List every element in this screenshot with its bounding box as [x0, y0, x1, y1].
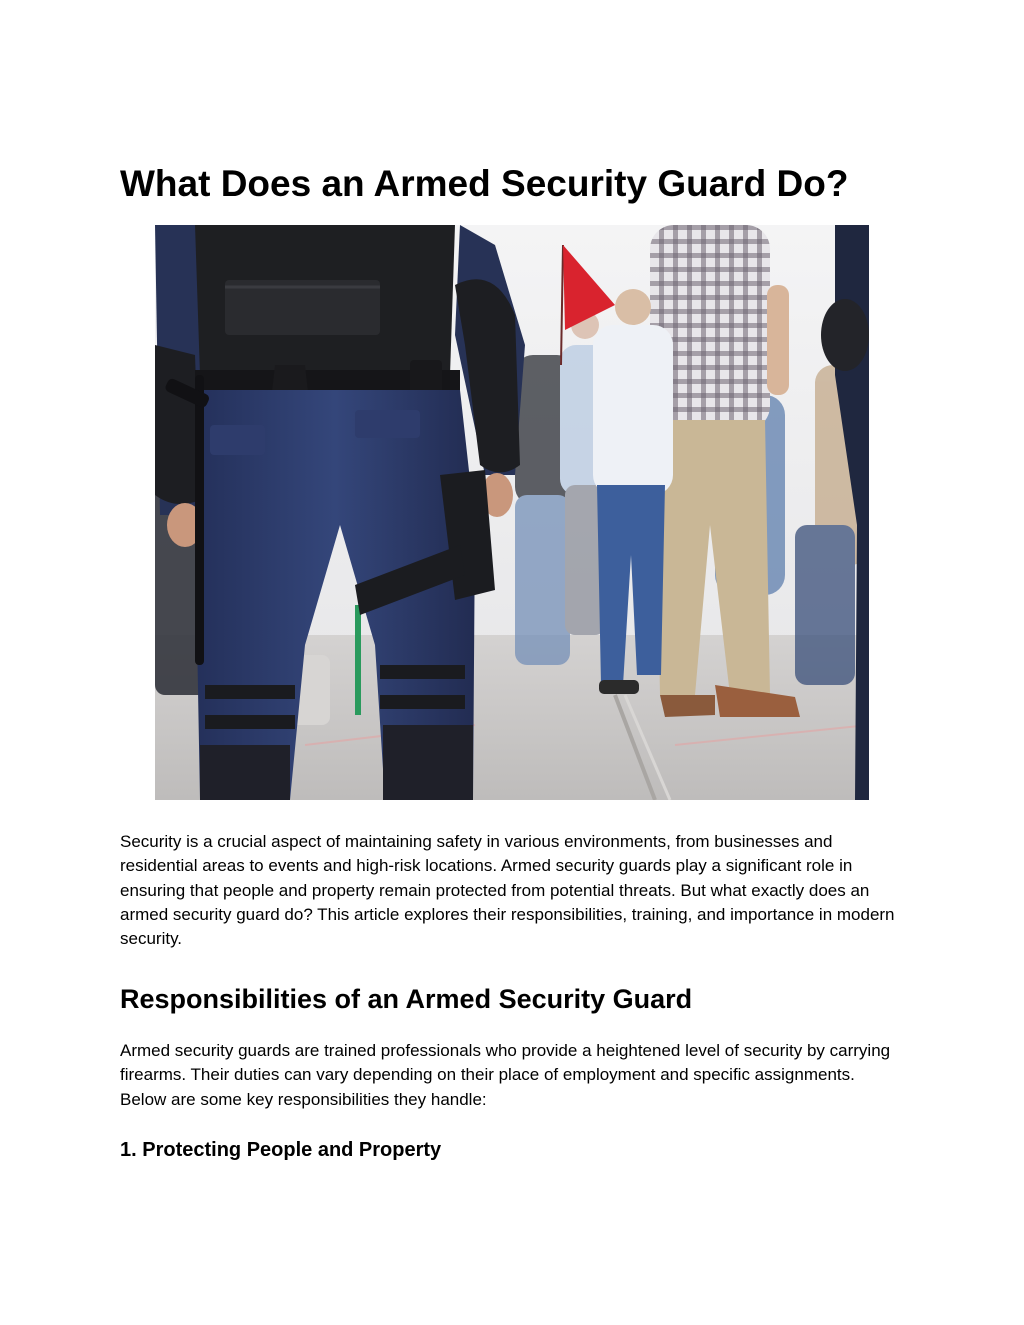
article-title: What Does an Armed Security Guard Do? [120, 163, 849, 204]
hero-image [155, 225, 869, 800]
section-paragraph: Armed security guards are trained professionals who provide a heightened level of security by carrying firearms. Their duties can vary depending on their place of employment and specific assignments. Below are some key responsibilities they handle: [120, 1041, 891, 1109]
intro-paragraph: Security is a crucial aspect of maintaining safety in various environments, from businesses and residential areas to events and high-risk locations. Armed security guards play a significant role in ensuring that people and property remain protected from potential threats. But what exactly does an armed security guard do? This article explores their responsibilities, training, and importance in modern security. [120, 832, 895, 949]
armed-security-guard-photo-icon [155, 225, 869, 800]
subsection-heading: 1. Protecting People and Property [120, 1139, 442, 1161]
section-heading: Responsibilities of an Armed Security Guard [120, 984, 693, 1014]
